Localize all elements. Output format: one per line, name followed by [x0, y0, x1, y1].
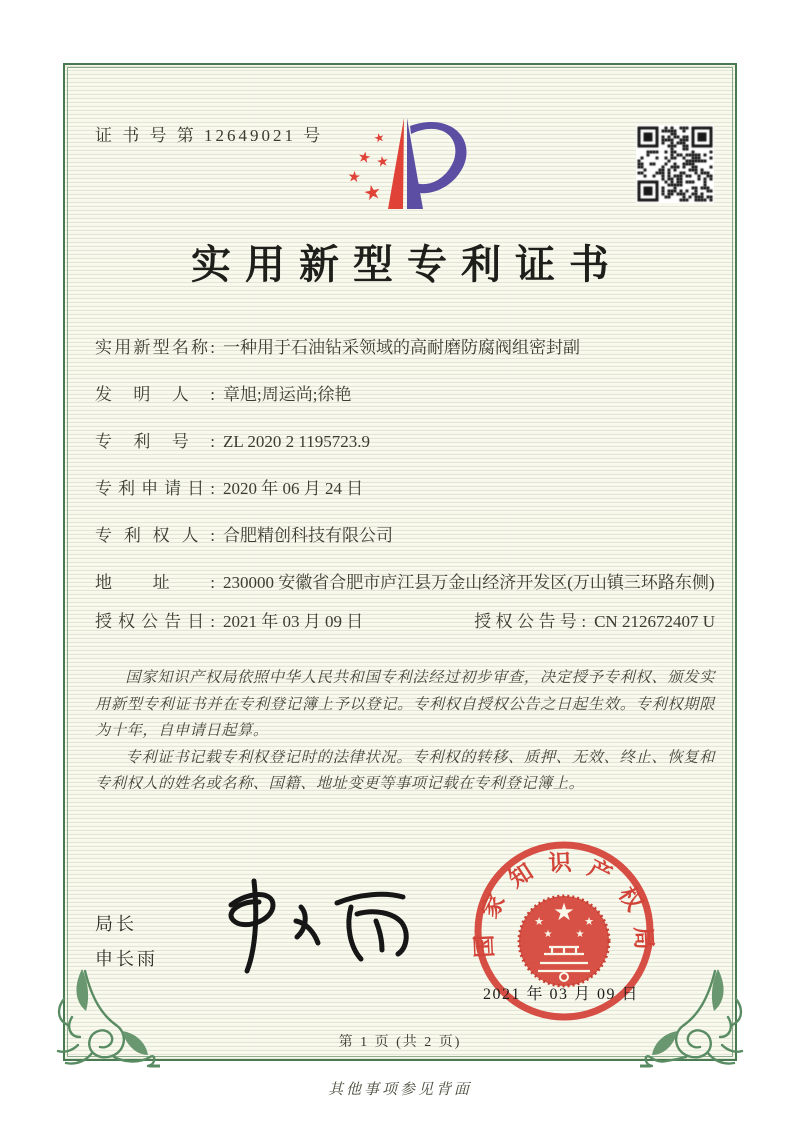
field-value: 一种用于石油钻采领域的高耐磨防腐阀组密封副: [223, 338, 580, 357]
back-side-note: 其他事项参见背面: [327, 1082, 472, 1098]
field-value: 2020 年 06 月 24 日: [223, 479, 364, 498]
legal-paragraph: 专利证书记载专利权登记时的法律状况。专利权的转移、质押、无效、终止、恢复和专利权人的姓名或名称、国籍、地址变更等事项记载在专利登记簿上。: [95, 748, 715, 792]
field-row-name: [95, 333, 715, 362]
seal-ring-text: 国家知识产权局: [471, 849, 657, 959]
field-row-filing-date: [95, 474, 715, 503]
certificate-title: 实用新型专利证书: [191, 242, 623, 287]
certificate-frame: [63, 63, 737, 1061]
svg-text:★: ★: [584, 916, 594, 928]
field-label: 专利权人:: [95, 526, 215, 545]
svg-text:★: ★: [553, 900, 575, 926]
field-label: 实用新型名称:: [95, 338, 215, 357]
field-label: 授权公告日:: [95, 612, 215, 631]
handwritten-signature-icon: [197, 873, 441, 985]
field-value: 合肥精创科技有限公司: [223, 526, 393, 545]
logo-star-icon: ★: [375, 154, 390, 171]
field-label: 专利号:: [95, 432, 215, 451]
qr-code: [636, 125, 714, 203]
legal-text: [95, 665, 715, 798]
legal-paragraph: 国家知识产权局依照中华人民共和国专利法经过初步审查，决定授予专利权、颁发实用新型专利证书并在专利登记簿上予以登记。专利权自授权公告之日起生效。专利权期限为十年，自申请日起算。: [95, 669, 715, 739]
logo-star-icon: ★: [346, 169, 362, 187]
svg-text:★: ★: [534, 916, 544, 928]
national-emblem-icon: [519, 896, 609, 986]
field-label: 授权公告号:: [474, 612, 587, 631]
commissioner-title: 局长: [95, 914, 137, 934]
field-value: CN 212672407 U: [594, 612, 715, 631]
commissioner-name: 申长雨: [95, 949, 158, 969]
field-label: 专利申请日:: [95, 479, 215, 498]
field-row-patent-no: [95, 427, 715, 456]
svg-text:★: ★: [575, 929, 585, 940]
field-value: 2021 年 03 月 09 日: [223, 612, 364, 631]
page-number: 第 1 页 (共 2 页): [338, 1035, 462, 1050]
logo-star-icon: ★: [361, 180, 384, 206]
field-list: [95, 333, 715, 636]
cnipa-logo-icon: [331, 111, 485, 217]
field-row-address: [95, 568, 715, 597]
field-row-patentee: [95, 521, 715, 550]
logo-star-icon: ★: [356, 149, 373, 168]
floral-corner-flourish-icon: [52, 965, 160, 1071]
field-row-inventors: [95, 380, 715, 409]
field-label: 地址:: [95, 573, 215, 592]
logo-star-icon: ★: [372, 129, 387, 146]
svg-text:★: ★: [543, 929, 553, 940]
field-value: 230000 安徽省合肥市庐江县万金山经济开发区(万山镇三环路东侧): [223, 573, 715, 592]
field-value: 章旭;周运尚;徐艳: [223, 385, 352, 404]
seal-date: 2021 年 03 月 09 日: [483, 986, 640, 1003]
field-label: 发明人:: [95, 385, 215, 404]
field-value: ZL 2020 2 1195723.9: [223, 432, 371, 451]
field-row-grant: [95, 607, 715, 636]
certificate-number: 证 书 号 第 12649021 号: [95, 126, 324, 145]
